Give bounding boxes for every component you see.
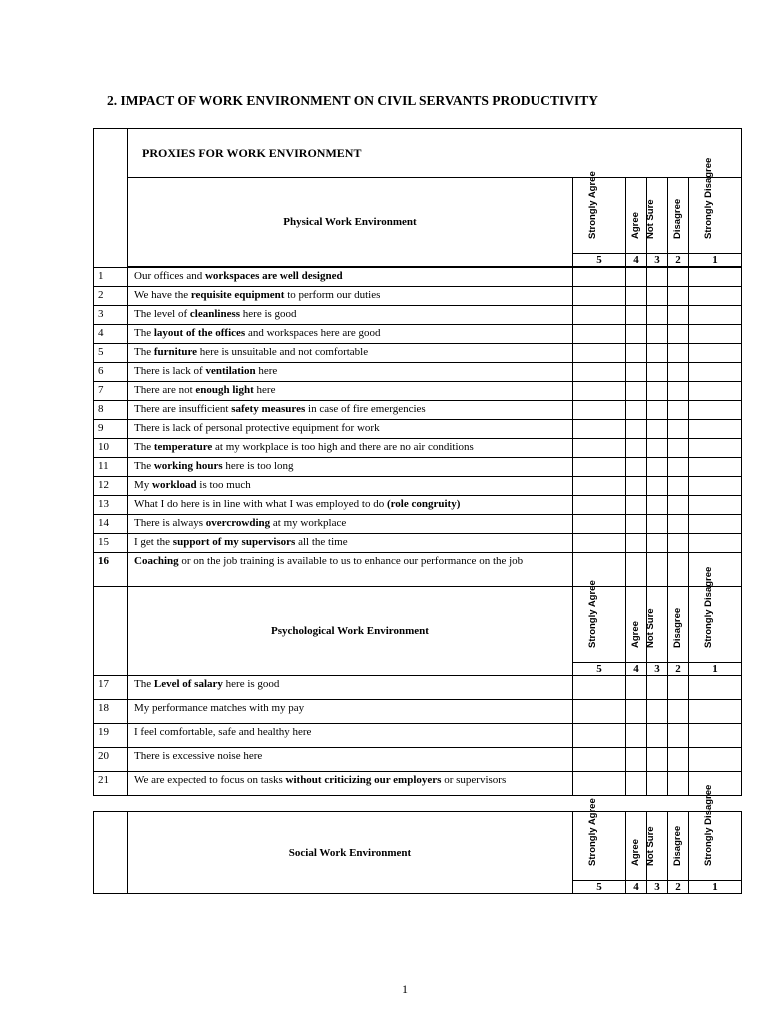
statement-text: We are expected to focus on tasks	[134, 774, 286, 786]
response-cell[interactable]	[573, 496, 626, 515]
item-statement	[128, 287, 573, 306]
scale-label: Disagree	[672, 198, 683, 239]
item-number: 14	[94, 515, 128, 534]
response-cell[interactable]	[668, 724, 689, 748]
item-number: 12	[94, 477, 128, 496]
item-statement	[128, 458, 573, 477]
table-row	[94, 724, 742, 748]
scale-label-cell	[626, 178, 647, 254]
scale-label-cell	[573, 797, 626, 881]
item-number: 18	[94, 700, 128, 724]
response-cell[interactable]	[626, 382, 647, 401]
statement-text: in case of fire emergencies	[305, 403, 426, 415]
statement-text: or supervisors	[441, 774, 507, 786]
scale-label: Agree	[630, 211, 641, 239]
response-cell[interactable]	[647, 401, 668, 420]
table-row	[94, 458, 742, 477]
page-number: 1	[402, 982, 408, 996]
item-number: 19	[94, 724, 128, 748]
response-cell[interactable]	[668, 306, 689, 325]
scale-label: Disagree	[672, 825, 683, 866]
statement-keyword: requisite equipment	[190, 289, 285, 301]
response-cell[interactable]	[573, 534, 626, 553]
response-cell[interactable]	[689, 724, 742, 748]
statement-text: and workspaces here are good	[245, 327, 381, 339]
item-number: 4	[94, 325, 128, 344]
statement-text: There is lack of	[134, 365, 206, 377]
response-cell[interactable]	[626, 724, 647, 748]
statement-text: here	[255, 365, 278, 377]
response-cell[interactable]	[668, 344, 689, 363]
item-statement	[128, 553, 573, 587]
response-cell[interactable]	[689, 439, 742, 458]
response-cell[interactable]	[668, 268, 689, 287]
response-cell[interactable]	[689, 268, 742, 287]
response-cell[interactable]	[647, 458, 668, 477]
statement-text: There are not	[134, 384, 196, 396]
item-number: 15	[94, 534, 128, 553]
response-cell[interactable]	[626, 496, 647, 515]
table-row	[94, 676, 742, 700]
scale-value: 4	[626, 254, 647, 267]
statement-text: My performance matches with my pay	[134, 702, 305, 714]
response-cell[interactable]	[573, 458, 626, 477]
scale-label-cell	[573, 579, 626, 663]
statement-text: The	[134, 327, 154, 339]
response-cell[interactable]	[668, 420, 689, 439]
response-cell[interactable]	[573, 700, 626, 724]
scale-value: 3	[647, 254, 668, 267]
response-cell[interactable]	[647, 306, 668, 325]
item-statement	[128, 325, 573, 344]
item-number: 16	[94, 553, 128, 587]
item-statement	[128, 268, 573, 287]
response-cell[interactable]	[573, 724, 626, 748]
response-cell[interactable]	[668, 325, 689, 344]
response-cell[interactable]	[689, 676, 742, 700]
scale-label-cell	[689, 784, 742, 881]
statement-keyword: Level of salary	[153, 678, 223, 690]
table-row	[94, 477, 742, 496]
response-cell[interactable]	[573, 772, 626, 796]
scale-value: 4	[626, 663, 647, 676]
response-cell[interactable]	[689, 553, 742, 587]
statement-keyword: Coaching	[134, 555, 179, 567]
scale-label: Strongly Agree	[587, 797, 598, 866]
statement-text: is too much	[196, 479, 251, 491]
response-cell[interactable]	[626, 325, 647, 344]
scale-label-cell	[668, 178, 689, 254]
response-cell[interactable]	[668, 515, 689, 534]
response-cell[interactable]	[626, 363, 647, 382]
section-header-row	[94, 587, 742, 663]
item-statement	[128, 420, 573, 439]
response-cell[interactable]	[668, 772, 689, 796]
statement-keyword: layout of the offices	[153, 327, 246, 339]
response-cell[interactable]	[573, 748, 626, 772]
item-number: 1	[94, 268, 128, 287]
statement-text: What I do here is in line with what I was employed to do	[134, 498, 387, 510]
statement-text: to perform our duties	[284, 289, 381, 301]
blank-cell	[94, 587, 128, 676]
scale-label: Not Sure	[645, 607, 656, 648]
response-cell[interactable]	[668, 458, 689, 477]
item-statement	[128, 306, 573, 325]
blank-cell	[94, 129, 128, 268]
response-cell[interactable]	[626, 772, 647, 796]
response-cell[interactable]	[668, 363, 689, 382]
response-cell[interactable]	[647, 496, 668, 515]
item-number: 7	[94, 382, 128, 401]
response-cell[interactable]	[647, 268, 668, 287]
item-number: 21	[94, 772, 128, 796]
scale-value: 5	[573, 254, 626, 267]
item-statement	[128, 700, 573, 724]
response-cell[interactable]	[573, 401, 626, 420]
section-heading-social: Social Work Environment	[128, 812, 573, 894]
response-cell[interactable]	[626, 344, 647, 363]
table-row	[94, 420, 742, 439]
response-cell[interactable]	[626, 458, 647, 477]
response-cell[interactable]	[647, 515, 668, 534]
statement-text: here	[253, 384, 276, 396]
page-title: 2. IMPACT OF WORK ENVIRONMENT ON CIVIL SERVANTS PRODUCTIVITY	[107, 93, 598, 108]
scale-label: Not Sure	[645, 825, 656, 866]
scale-label: Strongly Disagree	[703, 784, 714, 866]
statement-text: here is unsuitable and not comfortable	[197, 346, 369, 358]
statement-text: Our offices and	[134, 270, 205, 282]
response-cell[interactable]	[573, 477, 626, 496]
table-row	[94, 496, 742, 515]
item-statement	[128, 344, 573, 363]
proxies-row	[94, 129, 742, 178]
response-cell[interactable]	[689, 477, 742, 496]
response-cell[interactable]	[626, 676, 647, 700]
response-cell[interactable]	[626, 287, 647, 306]
response-cell[interactable]	[668, 439, 689, 458]
response-cell[interactable]	[647, 700, 668, 724]
item-statement	[128, 439, 573, 458]
response-cell[interactable]	[573, 325, 626, 344]
statement-text: I get the	[134, 536, 173, 548]
item-statement	[128, 534, 573, 553]
table-row	[94, 772, 742, 796]
scale-label: Agree	[630, 620, 641, 648]
response-cell[interactable]	[668, 287, 689, 306]
response-cell[interactable]	[689, 363, 742, 382]
scale-label: Not Sure	[645, 198, 656, 239]
statement-keyword: without criticizing our employers	[285, 774, 442, 786]
response-cell[interactable]	[668, 534, 689, 553]
scale-label: Strongly Disagree	[703, 566, 714, 648]
response-cell[interactable]	[626, 306, 647, 325]
item-number: 10	[94, 439, 128, 458]
response-cell[interactable]	[689, 401, 742, 420]
scale-label-cell	[668, 587, 689, 663]
response-cell[interactable]	[647, 553, 668, 587]
response-cell[interactable]	[647, 439, 668, 458]
response-cell[interactable]	[689, 700, 742, 724]
response-cell[interactable]	[668, 676, 689, 700]
response-cell[interactable]	[573, 553, 626, 587]
response-cell[interactable]	[647, 534, 668, 553]
response-cell[interactable]	[626, 401, 647, 420]
scale-value: 5	[573, 663, 626, 676]
response-cell[interactable]	[626, 748, 647, 772]
table-row	[94, 401, 742, 420]
scale-label-cell	[689, 157, 742, 254]
response-cell[interactable]	[689, 420, 742, 439]
response-cell[interactable]	[573, 439, 626, 458]
response-cell[interactable]	[668, 496, 689, 515]
proxies-heading: PROXIES FOR WORK ENVIRONMENT	[128, 129, 742, 178]
table-row	[94, 287, 742, 306]
response-cell[interactable]	[626, 477, 647, 496]
response-cell[interactable]	[573, 515, 626, 534]
item-number: 17	[94, 676, 128, 700]
scale-label: Strongly Agree	[587, 170, 598, 239]
statement-text: The	[134, 441, 154, 453]
item-statement	[128, 724, 573, 748]
response-cell[interactable]	[647, 363, 668, 382]
blank-cell	[94, 812, 128, 894]
section-heading-psychological: Psychological Work Environment	[128, 587, 573, 676]
statement-keyword: ventilation	[205, 365, 256, 377]
table-row	[94, 748, 742, 772]
response-cell[interactable]	[626, 553, 647, 587]
response-cell[interactable]	[689, 325, 742, 344]
response-cell[interactable]	[647, 344, 668, 363]
response-cell[interactable]	[626, 268, 647, 287]
item-statement	[128, 496, 573, 515]
response-cell[interactable]	[573, 344, 626, 363]
table-row	[94, 515, 742, 534]
response-cell[interactable]	[647, 325, 668, 344]
statement-text: There is always	[134, 517, 206, 529]
response-cell[interactable]	[689, 458, 742, 477]
table-row	[94, 325, 742, 344]
statement-keyword: (role congruity)	[386, 498, 461, 510]
statement-text: or on the job training is available to us to enhance our performance on the job	[178, 555, 524, 567]
scale-value: 2	[668, 663, 689, 676]
item-statement	[128, 515, 573, 534]
response-cell[interactable]	[668, 553, 689, 587]
table-row	[94, 382, 742, 401]
response-cell[interactable]	[689, 306, 742, 325]
statement-keyword: temperature	[153, 441, 213, 453]
scale-label-cell	[689, 566, 742, 663]
item-statement	[128, 477, 573, 496]
response-cell[interactable]	[647, 772, 668, 796]
statement-text: The	[134, 346, 154, 358]
response-cell[interactable]	[668, 401, 689, 420]
response-cell[interactable]	[573, 420, 626, 439]
statement-text: My	[134, 479, 153, 491]
response-cell[interactable]	[573, 306, 626, 325]
statement-text: The level of	[134, 308, 190, 320]
response-cell[interactable]	[689, 534, 742, 553]
scale-value: 3	[647, 663, 668, 676]
statement-text: I feel comfortable, safe and healthy here	[134, 726, 312, 738]
statement-keyword: cleanliness	[189, 308, 241, 320]
section-heading-physical: Physical Work Environment	[128, 178, 573, 267]
scale-label-cell	[626, 587, 647, 663]
statement-text: The	[134, 678, 154, 690]
section-header-row	[94, 812, 742, 881]
item-number: 3	[94, 306, 128, 325]
response-cell[interactable]	[689, 515, 742, 534]
response-cell[interactable]	[647, 420, 668, 439]
statement-text: We have the	[134, 289, 191, 301]
item-number: 2	[94, 287, 128, 306]
scale-value: 2	[668, 881, 689, 894]
response-cell[interactable]	[573, 268, 626, 287]
statement-keyword: furniture	[153, 346, 198, 358]
scale-label-cell	[573, 170, 626, 254]
response-cell[interactable]	[668, 477, 689, 496]
item-number: 20	[94, 748, 128, 772]
response-cell[interactable]	[626, 700, 647, 724]
response-cell[interactable]	[647, 477, 668, 496]
response-cell[interactable]	[689, 772, 742, 796]
item-number: 8	[94, 401, 128, 420]
item-number: 13	[94, 496, 128, 515]
response-cell[interactable]	[573, 287, 626, 306]
statement-text: here is good	[240, 308, 297, 320]
scale-value: 1	[689, 254, 742, 267]
table-row	[94, 553, 742, 587]
scale-label: Strongly Disagree	[703, 157, 714, 239]
statement-text: The	[134, 460, 154, 472]
table-row	[94, 268, 742, 287]
item-statement	[128, 363, 573, 382]
statement-keyword: workload	[152, 479, 197, 491]
statement-text: here is too long	[222, 460, 294, 472]
scale-label-cell	[647, 178, 668, 254]
scale-label: Agree	[630, 838, 641, 866]
scale-label: Disagree	[672, 607, 683, 648]
response-cell[interactable]	[647, 287, 668, 306]
scale-label-cell	[647, 587, 668, 663]
response-cell[interactable]	[689, 287, 742, 306]
response-cell[interactable]	[689, 344, 742, 363]
item-number: 11	[94, 458, 128, 477]
scale-label-cell	[668, 812, 689, 881]
scale-label-cell	[626, 812, 647, 881]
scale-label: Strongly Agree	[587, 579, 598, 648]
table-row	[94, 439, 742, 458]
response-cell[interactable]	[647, 676, 668, 700]
scale-value: 2	[668, 254, 689, 267]
response-cell[interactable]	[647, 748, 668, 772]
scale-value: 4	[626, 881, 647, 894]
response-cell[interactable]	[689, 748, 742, 772]
response-cell[interactable]	[689, 496, 742, 515]
scale-value: 1	[689, 881, 742, 894]
statement-keyword: working hours	[153, 460, 223, 472]
item-statement	[128, 676, 573, 700]
response-cell[interactable]	[573, 676, 626, 700]
statement-keyword: workspaces are well designed	[204, 270, 343, 282]
item-statement	[128, 382, 573, 401]
item-statement	[128, 748, 573, 772]
response-cell[interactable]	[573, 382, 626, 401]
item-number: 5	[94, 344, 128, 363]
item-number: 9	[94, 420, 128, 439]
response-cell[interactable]	[668, 382, 689, 401]
response-cell[interactable]	[626, 515, 647, 534]
statement-text: There are insufficient	[134, 403, 232, 415]
table-row	[94, 306, 742, 325]
statement-keyword: overcrowding	[205, 517, 271, 529]
response-cell[interactable]	[668, 700, 689, 724]
statement-keyword: enough light	[195, 384, 254, 396]
item-statement	[128, 772, 573, 796]
table-row	[94, 363, 742, 382]
scale-label-cell	[647, 812, 668, 881]
item-number: 6	[94, 363, 128, 382]
statement-text: at my workplace	[270, 517, 347, 529]
response-cell[interactable]	[626, 439, 647, 458]
response-cell[interactable]	[668, 748, 689, 772]
statement-text: There is excessive noise here	[134, 750, 263, 762]
social-table	[93, 784, 742, 894]
scale-value: 3	[647, 881, 668, 894]
response-cell[interactable]	[647, 724, 668, 748]
item-statement	[128, 401, 573, 420]
response-cell[interactable]	[626, 534, 647, 553]
statement-text: all the time	[295, 536, 348, 548]
statement-keyword: safety measures	[231, 403, 306, 415]
response-cell[interactable]	[573, 363, 626, 382]
table-row	[94, 534, 742, 553]
statement-text: here is good	[222, 678, 280, 690]
survey-table	[93, 128, 742, 796]
scale-value: 5	[573, 881, 626, 894]
table-row	[94, 700, 742, 724]
response-cell[interactable]	[689, 382, 742, 401]
statement-text: There is lack of personal protective equipment for work	[134, 422, 380, 434]
response-cell[interactable]	[626, 420, 647, 439]
response-cell[interactable]	[647, 382, 668, 401]
statement-keyword: support of my supervisors	[172, 536, 296, 548]
table-row	[94, 344, 742, 363]
statement-text: at my workplace is too high and there are no air conditions	[212, 441, 474, 453]
scale-value: 1	[689, 663, 742, 676]
section-header-row	[94, 178, 742, 254]
